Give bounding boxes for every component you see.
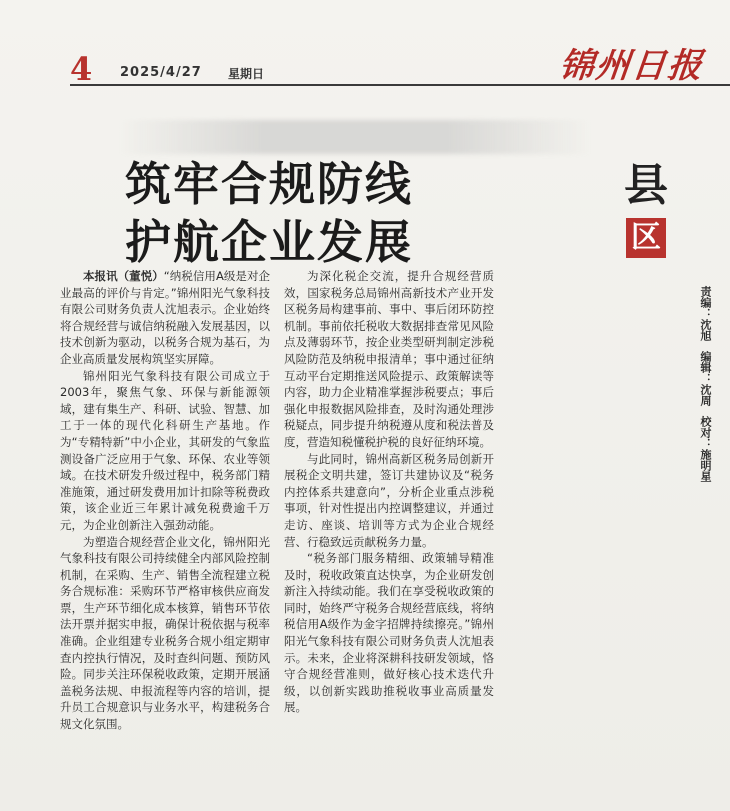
headline-line-1: 筑牢合规防线 (125, 157, 413, 211)
paragraph-4: 为深化税企交流，提升合规经营质效，国家税务总局锦州高新技术产业开发区税务局构建事前、事中、事后闭环防控机制。事前依托税收大数据排查常见风险点及薄弱环节，按企业类型研判制定涉税风险防范及纳税申报清单；事中通过征纳互动平台定期推送风险提示、政策解读等内容，助力企业精准掌握涉税要点；事后强化申报数据风险排查，及时沟通处理涉税疑点，同步提升纳税遵从度和税法普及度，营造知税懂税护税的良好征纳环境。 (284, 269, 494, 449)
section-label (620, 160, 672, 258)
section-char-1: 县 (624, 160, 668, 211)
paragraph-1 (60, 268, 270, 368)
paragraph-2: 锦州阳光气象科技有限公司成立于2003年，聚焦气象、环保与新能源领域，建有集生产、科研、试验、智慧、加工于一体的现代化科研生产基地。作为“专精特新”中小企业，其研发的气象监测设备广泛应用于气象、环保、农业等领域。在技术研发升级过程中，税务部门精准施策，通过研发费用加计扣除等税费政策，该企业近三年累计减免税费逾千万元，为企业创新注入强劲动能。 (60, 368, 270, 532)
issue-date: 2025/4/27 (120, 65, 202, 80)
paragraph-5: 与此同时，锦州高新区税务局创新开展税企文明共建，签订共建协议及“税务内控体系共建意向”，分析企业重点涉税事项，针对性提出内控调整建议，并通过走访、座谈、培训等方式为企业合规经营、行稳致远贡献税务力量。 (284, 451, 494, 549)
page-number: 4 (70, 50, 93, 88)
article-column-2 (284, 268, 494, 716)
section-char-2: 区 (626, 218, 666, 258)
credit-line-2: 编辑：沈周 (699, 350, 712, 406)
issue-weekday: 星期日 (228, 67, 265, 81)
lead-tag: 本报讯（董悦） (83, 269, 164, 283)
editor-credits (632, 280, 712, 482)
paragraph-6: “税务部门服务精细、政策辅导精准及时，税收政策直达快享，为企业研发创新注入持续动能。我们在享受税收政策的同时，始终严守税务合规经营底线，将纳税信用A级作为金字招牌持续擦亮。”锦州阳光气象科技有限公司财务负责人沈旭表示。未来，企业将深耕科技研发领域，恪守合规经营准则，做好核心技术迭代升级，以创新实践助推税收事业高质量发展。 (284, 551, 494, 715)
masthead-logo: 锦州日报 (557, 46, 706, 86)
paragraph-3: 为塑造合规经营企业文化，锦州阳光气象科技有限公司持续健全内部风险控制机制，在采购、生产、销售全流程建立税务合规标准：采购环节严格审核供应商发票，生产环节细化成本核算，销售环节依法开票并据实申报，确保计税依据与税率准确。企业组建专业税务合规小组定期审查内控执行情况，及时查纠问题、预防风险。同步关注环保税收政策，定期开展涵盖税务法规、申报流程等内容的培训，提升员工合规意识与业务水平，构建税务合规文化氛围。 (60, 534, 270, 732)
credit-line-3: 校对：施明星 (699, 415, 712, 482)
headline-line-2: 护航企业发展 (125, 215, 413, 269)
article-column-1 (60, 268, 270, 733)
credit-line-1: 责编：沈旭 (699, 286, 712, 341)
header-divider (70, 84, 730, 86)
paragraph-1-text: “纳税信用A级是对企业最高的评价与肯定。”锦州阳光气象科技有限公司财务负责人沈旭表示。企业始终将合规经营与诚信纳税融入发展基因，以技术创新为驱动，以税务合规为基石，为企业高质量发展构筑坚实屏障。 (60, 269, 270, 366)
